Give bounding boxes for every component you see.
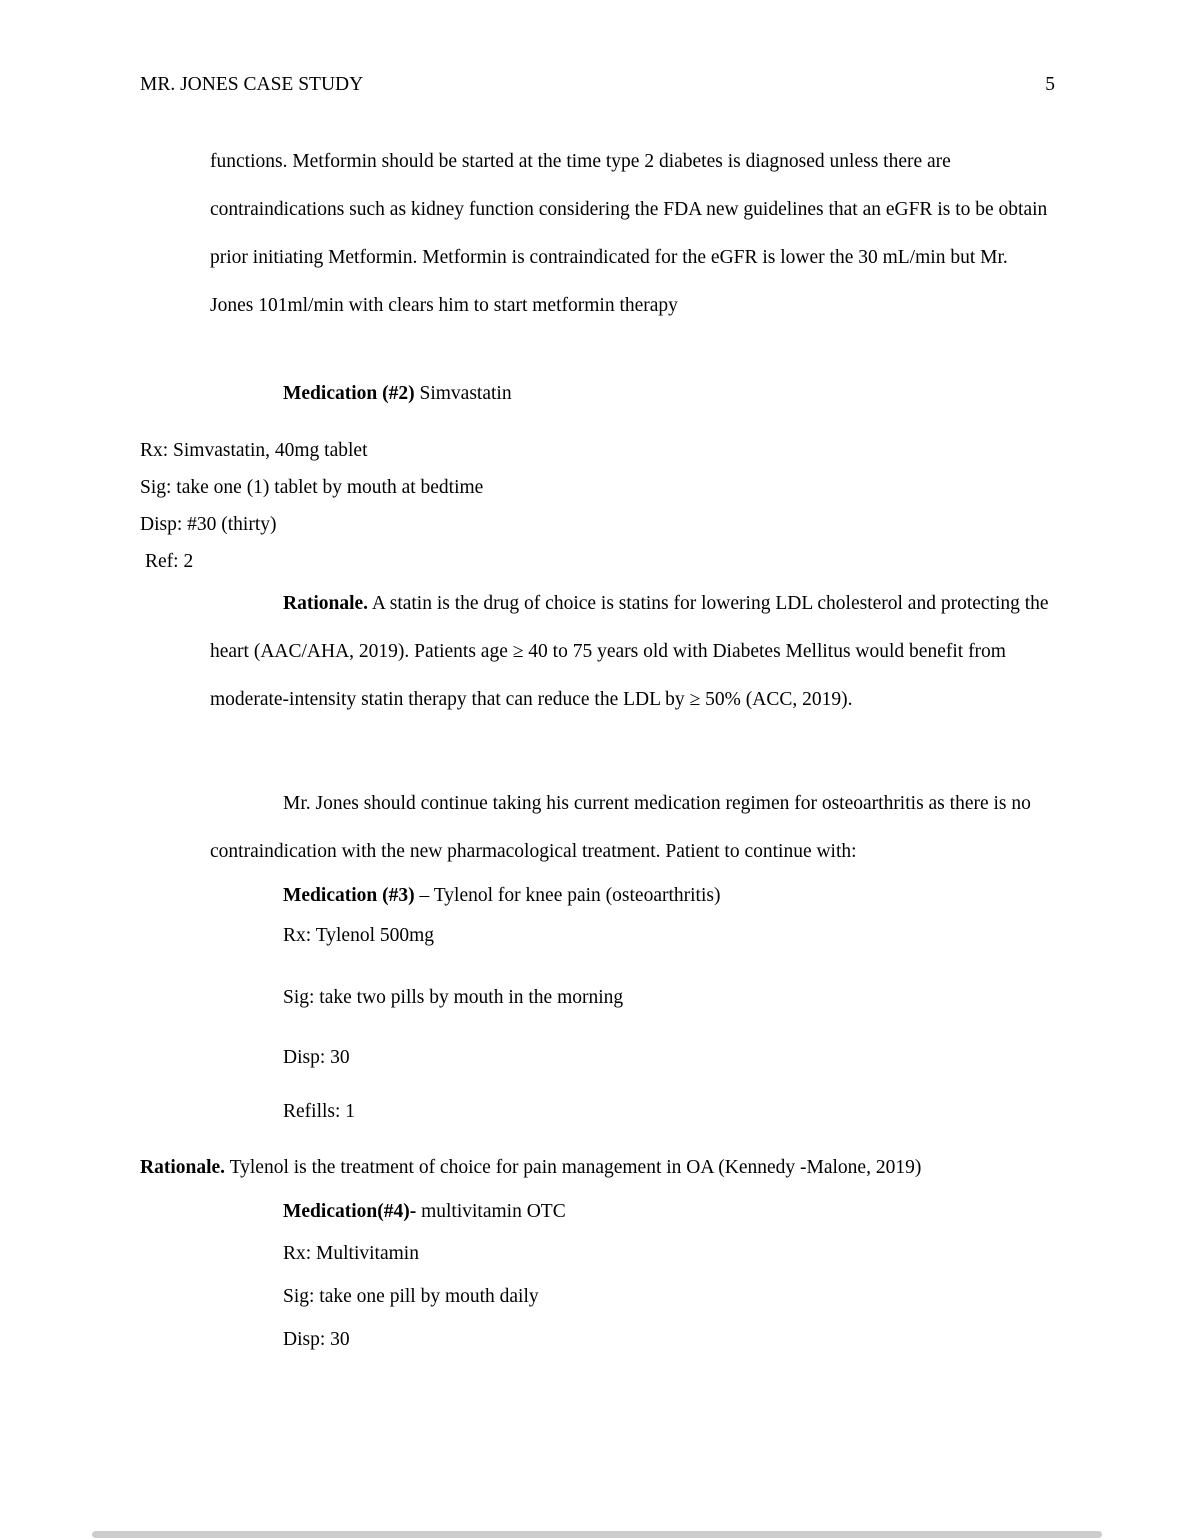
- medication-4-disp: Disp: 30: [283, 1329, 350, 1350]
- rationale-2-label: Rationale.: [283, 593, 369, 614]
- medication-3-disp: Disp: 30: [283, 1047, 350, 1068]
- medication-2-script: [140, 432, 1055, 580]
- rationale-3-text: Tylenol is the treatment of choice for pain management in OA (Kennedy -Malone, 2019): [225, 1157, 922, 1178]
- medication-2-heading: [283, 370, 1055, 418]
- running-head: MR. JONES CASE STUDY: [140, 74, 364, 95]
- page-number: 5: [1045, 74, 1055, 95]
- medication-4-rx: Rx: Multivitamin: [283, 1243, 419, 1264]
- rationale-3-paragraph: [140, 1148, 1055, 1188]
- medication-3-refills: Refills: 1: [283, 1101, 356, 1122]
- rationale-2-text: A statin is the drug of choice is statins for lowering LDL cholesterol and protecting the heart (AAC/AHA, 2019). Patients age ≥ 40 to 75 years old with Diabetes Mellitus would benefit from moderate-intensity statin therapy that can reduce the LDL by ≥ 50% (ACC, 2019).: [210, 593, 1049, 710]
- paragraph-continue-regimen: Mr. Jones should continue taking his current medication regimen for osteoarthritis as there is no contraindication with the new pharmacological treatment. Patient to continue with:: [210, 793, 1031, 862]
- medication-2-name: Simvastatin: [414, 383, 512, 404]
- medication-2-disp: Disp: #30 (thirty): [140, 514, 277, 535]
- paragraph-metformin: functions. Metformin should be started at the time type 2 diabetes is diagnosed unless there are contraindications such as kidney function considering the FDA new guidelines that an eGFR is to be obtain prior initiating Metformin. Metformin is contraindicated for the eGFR is lower the 30 mL/min but Mr. Jones 101ml/min with clears him to start metformin therapy: [210, 151, 1048, 316]
- medication-2-label: Medication (#2): [283, 383, 415, 404]
- medication-3-rx: Rx: Tylenol 500mg: [283, 925, 435, 946]
- page-header: [140, 72, 1055, 98]
- rationale-2-paragraph: [210, 580, 1055, 724]
- medication-3-sig: Sig: take two pills by mouth in the morning: [283, 987, 624, 1008]
- medication-3-label: Medication (#3): [283, 885, 415, 906]
- medication-4-label: Medication(#4)-: [283, 1201, 417, 1222]
- horizontal-scrollbar[interactable]: [92, 1531, 1102, 1538]
- medication-2-ref: Ref: 2: [145, 551, 194, 572]
- rationale-3-label: Rationale.: [140, 1157, 226, 1178]
- medication-4-name: multivitamin OTC: [416, 1201, 566, 1222]
- medication-4-heading: [283, 1192, 1055, 1232]
- medication-4-sig: Sig: take one pill by mouth daily: [283, 1286, 539, 1307]
- medication-3-name: – Tylenol for knee pain (osteoarthritis): [414, 885, 721, 906]
- medication-3-heading: [283, 876, 1055, 916]
- medication-2-rx: Rx: Simvastatin, 40mg tablet: [140, 440, 368, 461]
- medication-2-sig: Sig: take one (1) tablet by mouth at bedtime: [140, 477, 484, 498]
